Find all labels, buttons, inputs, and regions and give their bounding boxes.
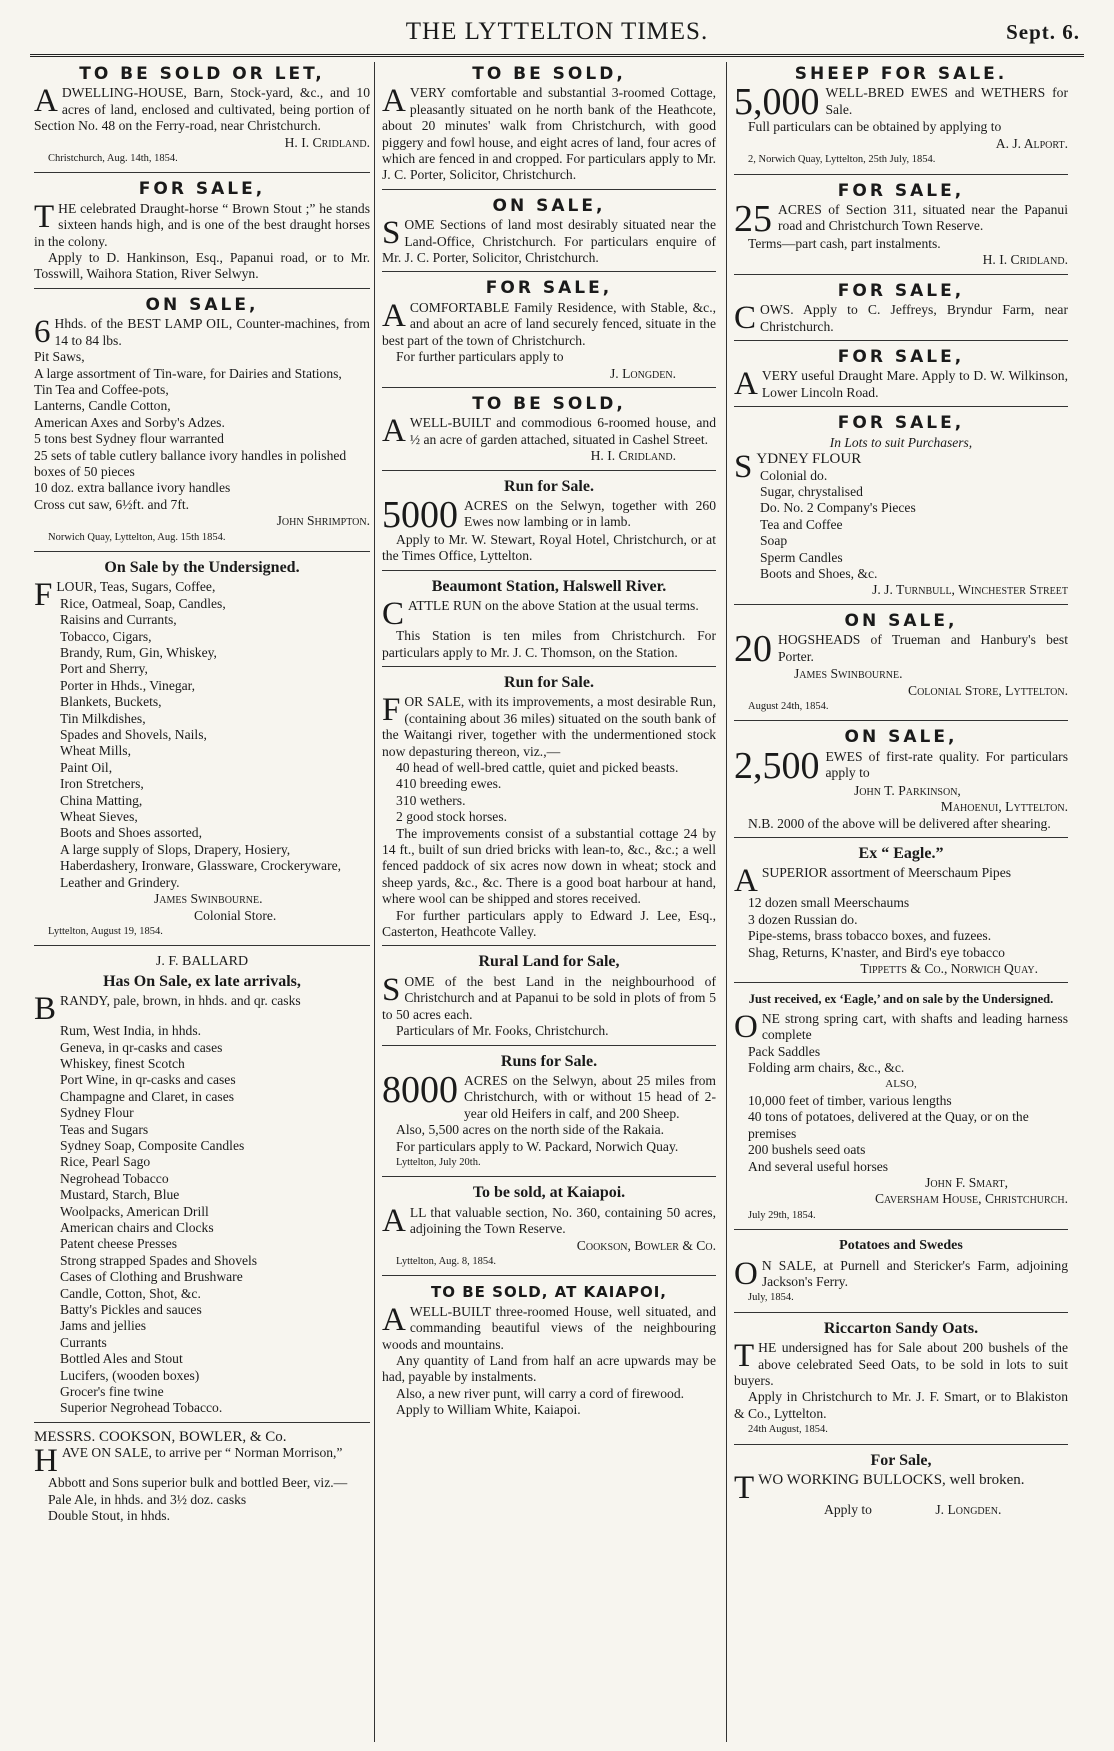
list-item: Tin Tea and Coffee-pots, — [34, 381, 169, 397]
advert-body: OME Sections of land most desirably situated near the Land-Office, Christchurch. For particulars enquire of Mr. J. C. Porter, Solicitor, Christchurch. — [382, 217, 716, 266]
drop-cap: A — [382, 297, 406, 334]
list-item: Raisins and Currants, — [60, 612, 177, 628]
advert-dwelling-house — [34, 62, 370, 173]
advert-signature: John Shrimpton. — [276, 513, 370, 529]
advert-heading: TO BE SOLD, AT KAIAPOI, — [431, 1283, 667, 1302]
list-item: Lucifers, (wooden boxes) — [60, 1367, 200, 1383]
drop-cap: O — [734, 1255, 758, 1292]
advert-family-residence — [382, 276, 716, 387]
advert-number: 20 — [734, 628, 772, 671]
list-item: Shag, Returns, K'naster, and Bird's eye tobacco — [748, 944, 1005, 960]
list-item: Sperm Candles — [760, 549, 843, 565]
advert-signature-place: Mahoenui, Lyttelton. — [940, 799, 1068, 815]
list-item: Boots and Shoes assorted, — [60, 825, 202, 841]
drop-cap: C — [734, 300, 757, 337]
advert-number: 2,500 — [734, 744, 820, 787]
item-list — [34, 1475, 370, 1524]
list-item: Brandy, Rum, Gin, Whiskey, — [60, 645, 217, 660]
advert-body: DWELLING-HOUSE, Barn, Stock-yard, &c., and 10 acres of land, enclosed and cultivated, being portion of Section No. 48 on the Ferry-road, near Christchurch. — [34, 85, 370, 134]
list-item: Mustard, Starch, Blue — [60, 1187, 180, 1203]
list-item: 12 dozen small Meerschaums — [748, 895, 910, 911]
advert-heading: Run for Sale. — [504, 673, 594, 691]
list-item: Pale Ale, in hhds. and 3½ doz. casks — [48, 1491, 247, 1507]
list-item: And several useful horses — [748, 1158, 889, 1174]
list-item: Cross cut saw, 6½ft. and 7ft. — [34, 496, 190, 512]
advert-signature: J. Longden. — [935, 1502, 1002, 1517]
list-item: Grocer's fine twine — [60, 1384, 164, 1400]
advert-riccarton-oats — [734, 1317, 1068, 1445]
drop-cap: F — [34, 577, 53, 614]
advert-subheading: In Lots to suit Purchasers, — [829, 434, 973, 450]
advert-signature: H. I. Cridland. — [982, 252, 1068, 268]
list-item: Abbott and Sons superior bulk and bottled Beer, viz.— — [48, 1475, 348, 1491]
advert-beaumont — [382, 575, 716, 667]
list-item: Wheat Sieves, — [60, 809, 138, 825]
advert-number: 5000 — [382, 493, 458, 536]
list-item: Currants — [60, 1334, 107, 1350]
advert-date: Norwich Quay, Lyttelton, Aug. 15th 1854. — [48, 531, 226, 543]
advert-body: Also, 5,500 acres on the north side of the Rakaia. — [396, 1122, 665, 1138]
advert-date: Lyttelton, July 20th. — [396, 1156, 481, 1168]
drop-cap: T — [734, 1338, 755, 1375]
advert-body: LL that valuable section, No. 360, containing 50 acres, adjoining the Town Reserve. — [409, 1204, 716, 1237]
advert-body: ATTLE RUN on the above Station at the usual terms. — [408, 598, 699, 614]
list-item: Paint Oil, — [60, 759, 113, 775]
list-item: Sydney Soap, Composite Candles — [60, 1137, 245, 1153]
advert-date: August 24th, 1854. — [748, 700, 829, 712]
advert-meerschaum — [734, 842, 1068, 983]
advert-date: Lyttelton, August 19, 1854. — [48, 925, 163, 937]
advert-bullocks — [734, 1449, 1068, 1524]
item-list — [734, 468, 1068, 583]
list-item: 310 wethers. — [396, 792, 466, 808]
advert-heading: FOR SALE, — [837, 280, 965, 301]
drop-cap: S — [382, 971, 401, 1008]
list-item: Lanterns, Candle Cotton, — [34, 398, 171, 414]
advert-number: 25 — [734, 198, 772, 241]
drop-cap: S — [734, 449, 753, 486]
list-item: Whiskey, finest Scotch — [60, 1055, 185, 1071]
advert-sydney-flour — [734, 411, 1068, 604]
list-item: Folding arm chairs, &c., &c. — [748, 1060, 905, 1076]
list-item: 40 head of well-bred cattle, quiet and picked beasts. — [396, 760, 679, 775]
advert-signature-place: Colonial Store, Lyttelton. — [908, 682, 1068, 698]
advert-signature: John F. Smart, — [925, 1174, 1008, 1190]
list-item: Teas and Sugars — [60, 1121, 149, 1137]
list-item: Boots and Shoes, &c. — [760, 565, 878, 581]
drop-cap: A — [382, 1202, 406, 1239]
advert-signature: Tippetts & Co., Norwich Quay. — [860, 961, 1038, 977]
list-item: Sugar, chrystalised — [760, 483, 863, 499]
advert-date: July, 1854. — [748, 1292, 794, 1304]
list-item: Soap — [760, 533, 788, 549]
advert-undersigned — [34, 556, 370, 946]
advert-signature: Cookson, Bowler & Co. — [576, 1237, 716, 1253]
column-rule — [374, 62, 375, 1742]
advert-rural-land — [382, 950, 716, 1045]
list-item: 10 doz. extra ballance ivory handles — [34, 480, 231, 496]
advert-body: NE strong spring cart, with shafts and leading harness complete — [761, 1010, 1068, 1043]
advert-heading: Run for Sale. — [504, 477, 594, 495]
drop-cap: B — [34, 991, 57, 1028]
advert-body: Any quantity of Land from half an acre upwards may be had, payable by instalments. — [382, 1353, 716, 1385]
advert-signature: J. J. Turnbull, Winchester Street — [872, 582, 1068, 598]
column-3 — [734, 62, 1068, 1742]
advert-signature-place: Colonial Store. — [194, 907, 277, 923]
advert-body: For further particulars apply to — [396, 349, 564, 365]
advert-body: YDNEY FLOUR — [756, 451, 862, 468]
advert-heading: For Sale, — [870, 1451, 932, 1469]
advert-body: ACRES on the Selwyn, together with 260 Ewes now lambing or in lamb. — [464, 497, 716, 530]
advert-number: 5,000 — [734, 81, 820, 124]
advert-porter — [734, 609, 1068, 722]
drop-cap: S — [382, 215, 401, 252]
drop-cap: H — [34, 1443, 58, 1480]
advert-signature: Apply to William White, Kaiapoi. — [396, 1402, 581, 1418]
also-label: ALSO, — [885, 1078, 917, 1091]
advert-heading: FOR SALE, — [837, 180, 965, 201]
list-item: 200 bushels seed oats — [748, 1142, 866, 1158]
advert-date: Lyttelton, Aug. 8, 1854. — [396, 1255, 497, 1267]
advert-draught-horse — [34, 177, 370, 288]
advert-body: N.B. 2000 of the above will be delivered after shearing. — [748, 815, 1051, 831]
advert-signature: H. I. Cridland. — [590, 448, 676, 464]
advert-signature: H. I. Cridland. — [284, 134, 370, 150]
list-item: 25 sets of table cutlery ballance ivory handles in polished boxes of 50 pieces — [34, 447, 347, 479]
advert-body: OME of the best Land in the neighbourhood of Christchurch and at Papanui to be sold in plots of from 5 to 50 acres each. — [382, 973, 716, 1022]
advert-body: The improvements consist of a substantial cottage 24 by 14 ft., built of sun dried bricks with lean-to, &c., &c.; a well fenced paddock of six acres now down in wheat; stock and sheep yards, &c., &c. There is a good boat harbour at hand, where wool can be shipped and stores received. — [382, 825, 716, 907]
item-list — [34, 349, 370, 513]
list-item: A large assortment of Tin-ware, for Dairies and Stations, — [34, 365, 342, 381]
list-item: Candle, Cotton, Shot, &c. — [60, 1285, 201, 1301]
advert-body: ACRES on the Selwyn, about 25 miles from Christchurch, with or without 15 head of 2-year old Heifers in calf, and 200 Sheep. — [464, 1072, 716, 1121]
advert-potatoes — [734, 1234, 1068, 1313]
list-item: A large supply of Slops, Drapery, Hosiery, Haberdashery, Ironware, Glassware, Crockeryware, Leather and Grindery. — [60, 841, 342, 890]
item-list — [734, 1093, 1068, 1175]
advert-kaiapoi-section — [382, 1181, 716, 1276]
advert-ewes — [734, 725, 1068, 838]
list-item: Woolpacks, American Drill — [60, 1203, 209, 1219]
advert-date: Christchurch, Aug. 14th, 1854. — [48, 153, 178, 165]
list-item: Rice, Oatmeal, Soap, Candles, — [60, 595, 226, 611]
advert-body: Apply to Mr. W. Stewart, Royal Hotel, Christchurch, or at the Times Office, Lyttelton. — [382, 531, 716, 564]
item-list — [34, 596, 370, 891]
advert-lamp-oil — [34, 293, 370, 552]
advert-date: 2, Norwich Quay, Lyttelton, 25th July, 1854. — [748, 154, 936, 166]
list-item: 5 tons best Sydney flour warranted — [34, 431, 224, 447]
drop-cap: A — [382, 1301, 406, 1338]
drop-cap: A — [34, 83, 58, 120]
list-item: Do. No. 2 Company's Pieces — [760, 500, 916, 516]
advert-merchant: J. F. BALLARD — [155, 954, 249, 970]
list-item: 40 tons of potatoes, delivered at the Quay, or on the premises — [748, 1109, 1029, 1141]
drop-cap: A — [382, 413, 406, 450]
advert-body: HE celebrated Draught-horse “ Brown Stout ;” he stands sixteen hands high, and is one of the best draught horses in the colony. — [34, 200, 370, 249]
list-item: Rum, West India, in hhds. — [60, 1023, 202, 1039]
advert-body: OWS. Apply to C. Jeffreys, Bryndur Farm, near Christchurch. — [760, 302, 1068, 334]
drop-cap: T — [734, 1470, 755, 1506]
list-item: Patent cheese Presses — [60, 1236, 178, 1252]
list-item: 10,000 feet of timber, various lengths — [748, 1092, 952, 1108]
list-item: China Matting, — [60, 792, 143, 808]
list-item: 3 dozen Russian do. — [748, 911, 858, 927]
list-item: Tobacco, Cigars, — [60, 628, 152, 644]
advert-heading: Just received, ex ‘Eagle,’ and on sale by the Undersigned. — [748, 992, 1054, 1007]
advert-signature: James Swinbourne. — [794, 666, 903, 682]
advert-body: RANDY, pale, brown, in hhds. and qr. casks — [60, 993, 301, 1009]
advert-heading: TO BE SOLD, — [472, 393, 626, 414]
drop-cap: T — [34, 198, 55, 235]
list-item: Porter in Hhds., Vinegar, — [60, 677, 196, 693]
advert-heading: Ex “ Eagle.” — [858, 845, 944, 862]
advert-body: This Station is ten miles from Christchurch. For particulars apply to Mr. J. C. Thomson, on the Station. — [382, 628, 716, 660]
advert-signature: J. Longden. — [609, 365, 676, 381]
list-item: Tin Milkdishes, — [60, 710, 146, 726]
advert-body: Hhds. of the BEST LAMP OIL, Counter-machines, from 14 to 84 lbs. — [54, 316, 370, 348]
list-item: Pipe-stems, brass tobacco boxes, and fuzees. — [748, 928, 992, 944]
list-item: Cases of Clothing and Brushware — [60, 1269, 243, 1285]
drop-cap: C — [382, 596, 405, 633]
drop-cap: A — [734, 366, 758, 403]
advert-heading: Riccarton Sandy Oats. — [823, 1319, 979, 1337]
item-list — [734, 1044, 1068, 1077]
advert-body: EWES of first-rate quality. For particulars apply to — [825, 748, 1068, 781]
advert-heading: Beaumont Station, Halswell River. — [431, 577, 667, 595]
advert-heading: Rural Land for Sale, — [478, 953, 620, 971]
advert-runs-8000 — [382, 1050, 716, 1178]
item-list — [34, 1023, 370, 1417]
advert-heading: ON SALE, — [844, 610, 958, 631]
list-item: Colonial do. — [760, 467, 828, 483]
advert-heading: ON SALE, — [492, 195, 606, 216]
advert-body: COMFORTABLE Family Residence, with Stable, &c., and about an acre of land securely fenced, situate in the best part of the town of Christchurch. — [382, 299, 716, 348]
advert-cashel-house — [382, 392, 716, 471]
advert-cows — [734, 279, 1068, 341]
drop-cap: F — [382, 692, 401, 729]
advert-spring-cart — [734, 987, 1068, 1230]
advert-body: Apply to D. Hankinson, Esq., Papanui road, or to Mr. Tosswill, Waihora Station, River Selwyn. — [34, 250, 370, 282]
advert-heading: TO BE SOLD OR LET, — [79, 64, 325, 84]
advert-body: Terms—part cash, part instalments. — [748, 236, 941, 252]
advert-body: For further particulars apply to Edward J. Lee, Esq., Casterton, Heathcote Valley. — [382, 907, 716, 940]
advert-number: 8000 — [382, 1068, 458, 1111]
advert-body: HE undersigned has for Sale about 200 bushels of the above celebrated Seed Oats, to be sold in lots to suit buyers. — [734, 1340, 1068, 1388]
advert-body: WELL-BUILT three-roomed House, well situated, and commanding beautiful views of the neighbouring woods and mountains. — [382, 1303, 716, 1352]
list-item: Double Stout, in hhds. — [48, 1508, 170, 1524]
drop-cap: 6 — [34, 314, 51, 351]
advert-body: OR SALE, with its improvements, a most desirable Run, (containing about 36 miles) situated on the south bank of the Waitangi river, together with the undermentioned stock now depasturing thereon, viz.,— — [382, 694, 716, 759]
advert-date: 24th August, 1854. — [748, 1424, 828, 1436]
advert-body: N SALE, at Purnell and Stericker's Farm, adjoining Jackson's Ferry. — [761, 1257, 1068, 1289]
advert-signature: John T. Parkinson, — [854, 782, 961, 798]
advert-heading: FOR SALE, — [485, 278, 613, 299]
advert-date: July 29th, 1854. — [748, 1209, 816, 1221]
advert-heading: TO BE SOLD, — [472, 64, 626, 84]
advert-run-5000 — [382, 475, 716, 571]
list-item: 410 breeding ewes. — [396, 776, 502, 792]
list-item: Pit Saws, — [34, 349, 85, 365]
drop-cap: A — [734, 863, 758, 900]
column-1 — [34, 62, 370, 1742]
header-rule — [30, 54, 1084, 57]
drop-cap: A — [382, 83, 406, 120]
advert-body: VERY comfortable and substantial 3-roomed Cottage, pleasantly situated on he north bank of the Heathcote, about 20 minutes' walk from Christchurch, with good piggery and fowl house, and eight acres of land, four acres of which are fenced in and cropped. For particulars apply to Mr. J. C. Porter, Solicitor, Christchurch. — [382, 85, 716, 183]
list-item: Rice, Pearl Sago — [60, 1154, 151, 1170]
list-item: Geneva, in qr-casks and cases — [60, 1039, 223, 1055]
list-item: 2 good stock horses. — [396, 809, 508, 825]
drop-cap: O — [734, 1008, 758, 1045]
advert-signature: A. J. Alport. — [995, 135, 1068, 151]
list-item: Negrohead Tobacco — [60, 1170, 169, 1186]
list-item: American Axes and Sorby's Adzes. — [34, 414, 225, 430]
advert-heading: ON SALE, — [145, 294, 259, 315]
advert-heading: Potatoes and Swedes — [839, 1238, 963, 1254]
list-item: Strong strapped Spades and Shovels — [60, 1252, 258, 1268]
advert-heading: To be sold, at Kaiapoi. — [472, 1184, 626, 1202]
list-item: Iron Stretchers, — [60, 776, 144, 792]
list-item: Batty's Pickles and sauces — [60, 1302, 202, 1318]
masthead — [24, 14, 1090, 50]
advert-heading: SHEEP FOR SALE. — [794, 64, 1008, 84]
list-item: Spades and Shovels, Nails, — [60, 727, 207, 743]
list-item: Sydney Flour — [60, 1105, 134, 1121]
advert-heading: ON SALE, — [844, 727, 958, 748]
advert-ballard — [34, 950, 370, 1423]
list-item: Pack Saddles — [748, 1043, 821, 1059]
newspaper-title: THE LYTTELTON TIMES. — [405, 18, 709, 45]
advert-body: WELL-BRED EWES and WETHERS for Sale. — [825, 85, 1068, 117]
advert-heading: Runs for Sale. — [500, 1052, 598, 1070]
advert-body: WO WORKING BULLOCKS, well broken. — [758, 1472, 1025, 1488]
advert-heading: On Sale by the Undersigned. — [104, 558, 300, 576]
advert-body: Full particulars can be obtained by applying to — [748, 119, 1002, 135]
list-item: Bottled Ales and Stout — [60, 1351, 183, 1367]
advert-heading: FOR SALE, — [837, 347, 965, 368]
advert-apply-label: Apply to — [824, 1502, 872, 1517]
list-item: Wheat Mills, — [60, 743, 131, 759]
advert-sheep — [734, 62, 1068, 175]
advert-body: Also, a new river punt, will carry a cord of firewood. — [396, 1385, 685, 1401]
advert-body: For particulars apply to W. Packard, Norwich Quay. — [396, 1138, 679, 1154]
advert-merchant: MESSRS. COOKSON, BOWLER, & Co. — [34, 1428, 287, 1445]
advert-body: VERY useful Draught Mare. Apply to D. W. Wilkinson, Lower Lincoln Road. — [761, 368, 1068, 400]
advert-section-311 — [734, 179, 1068, 275]
advert-waitangi-run — [382, 671, 716, 947]
list-item: Port and Sherry, — [60, 661, 148, 677]
advert-body: AVE ON SALE, to arrive per “ Norman Morrison,” — [61, 1445, 343, 1461]
list-item: Jams and jellies — [60, 1318, 147, 1334]
list-item: Superior Negrohead Tobacco. — [60, 1400, 223, 1416]
advert-body: HOGSHEADS of Trueman and Hanbury's best Porter. — [778, 632, 1068, 664]
advert-body: Apply in Christchurch to Mr. J. F. Smart, or to Blakiston & Co., Lyttelton. — [734, 1389, 1068, 1421]
advert-kaiapoi-house — [382, 1280, 716, 1423]
list-item: Champagne and Claret, in cases — [60, 1088, 235, 1104]
advert-heading: Has On Sale, ex late arrivals, — [103, 972, 301, 990]
advert-body: SUPERIOR assortment of Meerschaum Pipes — [761, 865, 1012, 881]
issue-date: Sept. 6. — [1006, 20, 1080, 44]
item-list — [734, 895, 1068, 961]
advert-heading: FOR SALE, — [837, 413, 965, 434]
advert-signature: James Swinbourne. — [154, 891, 263, 907]
item-list — [382, 760, 716, 826]
advert-body: LOUR, Teas, Sugars, Coffee, — [56, 579, 216, 595]
list-item: Blankets, Buckets, — [60, 694, 162, 710]
advert-body: Particulars of Mr. Fooks, Christchurch. — [396, 1023, 609, 1039]
advert-sections — [382, 194, 716, 273]
advert-heading: FOR SALE, — [138, 179, 266, 200]
advert-signature-place: Caversham House, Christchurch. — [874, 1191, 1068, 1207]
list-item: Port Wine, in qr-casks and cases — [60, 1072, 236, 1088]
advert-body: ACRES of Section 311, situated near the Papanui road and Christchurch Town Reserve. — [778, 202, 1068, 234]
advert-draught-mare — [734, 345, 1068, 407]
list-item: American chairs and Clocks — [60, 1220, 214, 1235]
column-2 — [382, 62, 716, 1742]
advert-body: WELL-BUILT and commodious 6-roomed house, and ½ an acre of garden attached, situated in Cashel Street. — [409, 415, 716, 447]
advert-cookson-bowler — [34, 1427, 370, 1530]
column-rule — [726, 62, 727, 1742]
advert-cottage — [382, 62, 716, 190]
list-item: Tea and Coffee — [760, 516, 843, 532]
